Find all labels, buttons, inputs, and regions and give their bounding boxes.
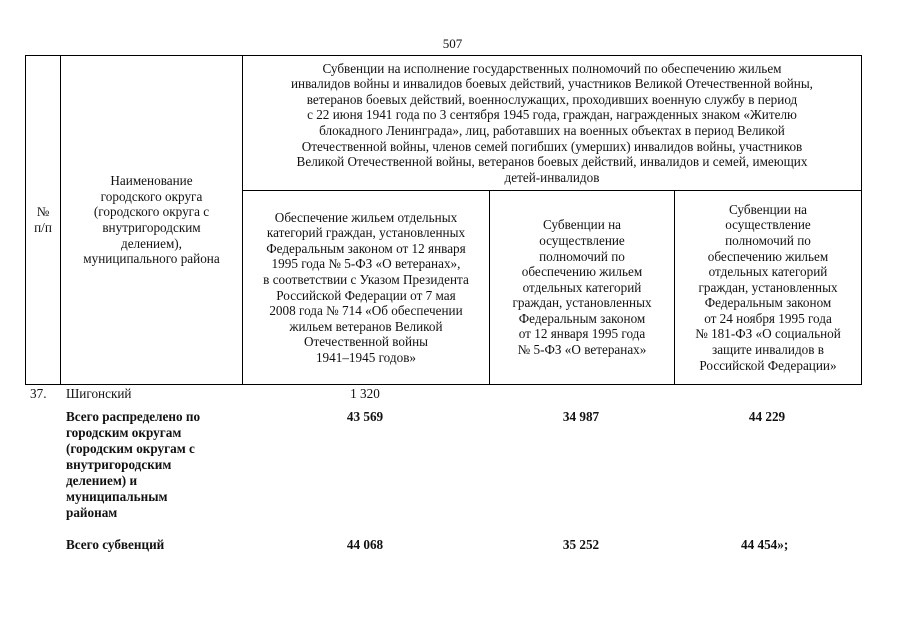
page-number: 507 bbox=[442, 36, 463, 51]
header-subcolumn-1 bbox=[242, 190, 490, 385]
header-subcolumn-1-text: Обеспечение жильем отдельных категорий граждан, установленных Федеральным законом от 12 января 1995 года № 5-ФЗ «О ветеранах», в соответствии с Указом Президента Российской Федерации от 7 мая 2008 года № 714 «Об обеспечении жильем ветеранов Великой Отечественной войны 1941–1945 годов» bbox=[263, 209, 469, 365]
total-distributed-label: Всего распределено по городским округам (городским округам с внутригородским делением) и муниципальным районам bbox=[66, 409, 201, 520]
row-value-1: 1 320 bbox=[350, 386, 380, 401]
header-subcolumn-2-text: Субвенции на осуществление полномочий по обеспечению жильем отдельных категорий граждан, установленных Федеральным законом от 12 января 1995 года № 5-ФЗ «О ветеранах» bbox=[512, 217, 652, 358]
header-number-label: № п/п bbox=[34, 204, 52, 235]
header-group-title-text: Субвенции на исполнение государственных полномочий по обеспечению жильем инвалидов войны и инвалидов боевых действий, участников Великой Отечественной войны, ветеранов боевых действий, военнослужащих, проходивших военную службу в период с 22 июня 1941 года по 3 сентября 1945 года, граждан, награжденных знаком «Жителю блокадного Ленинграда», лиц, работавших на военных объектах в период Великой Отечественной войны, членов семей погибших (умерших) инвалидов войны, участников Великой Отечественной войны, ветеранов боевых действий, инвалидов и семей, имеющих детей-инвалидов bbox=[291, 60, 813, 185]
header-name-column bbox=[60, 55, 243, 385]
header-group-title bbox=[242, 55, 862, 191]
header-subcolumn-3 bbox=[674, 190, 862, 385]
total-subventions-value-3: 44 454»; bbox=[741, 537, 789, 552]
total-distributed-value-2: 34 987 bbox=[562, 409, 600, 424]
header-subcolumn-3-text: Субвенции на осуществление полномочий по обеспечению жильем отдельных категорий граждан, установленных Федеральным законом от 24 ноября 1995 года № 181-ФЗ «О социальной защите инвалидов в Российской Федерации» bbox=[695, 201, 841, 373]
header-subcolumn-2 bbox=[489, 190, 675, 385]
header-number-column bbox=[25, 55, 61, 385]
total-subventions-value-2: 35 252 bbox=[562, 537, 600, 552]
total-subventions-label: Всего субвенций bbox=[66, 537, 165, 552]
total-subventions-value-1: 44 068 bbox=[346, 537, 384, 552]
row-name: Шигонский bbox=[66, 386, 132, 401]
header-name-label: Наименование городского округа (городского округа с внутригородским делением), муниципального района bbox=[83, 173, 220, 267]
row-number: 37. bbox=[30, 386, 47, 401]
table-row bbox=[0, 386, 905, 404]
total-distributed-value-3: 44 229 bbox=[748, 409, 786, 424]
total-distributed-value-1: 43 569 bbox=[346, 409, 384, 424]
